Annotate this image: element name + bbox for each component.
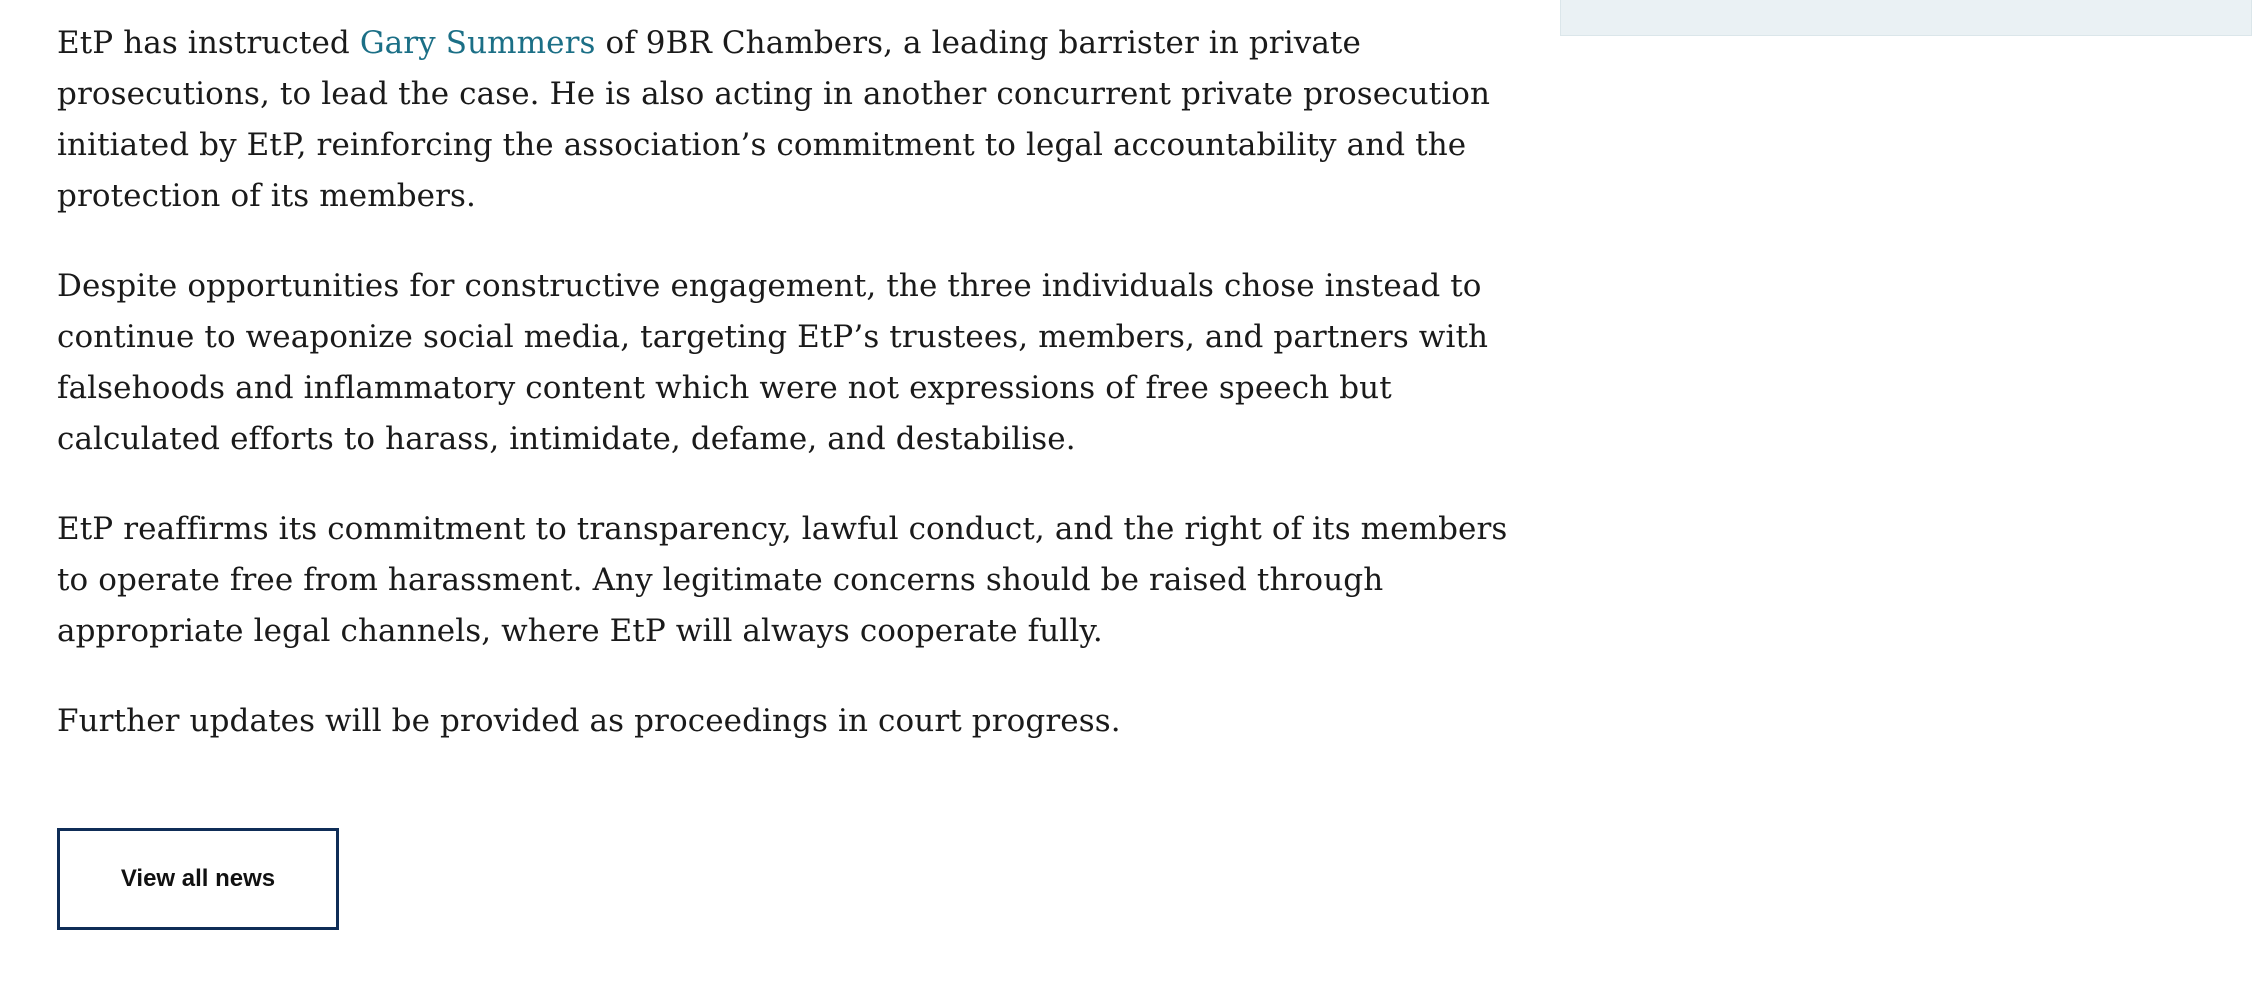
article-paragraph: Further updates will be provided as proceedings in court progress. [57, 703, 1121, 739]
article-paragraph [57, 18, 1517, 222]
paragraph-text: of 9BR Chambers, a leading barrister in private prosecutions, to lead the case. He is also acting in another concurrent private prosecution initiated by EtP, reinforcing the association’s commitment to legal accountability and the protection of its members. [57, 25, 1491, 214]
article-body [57, 18, 1517, 786]
article-paragraph: EtP reaffirms its commitment to transparency, lawful conduct, and the right of its members to operate free from harassment. Any legitimate concerns should be raised through appropriate legal channels, where EtP will always cooperate fully. [57, 511, 1508, 649]
sidebar-panel [1560, 0, 2252, 36]
gary-summers-link[interactable]: Gary Summers [359, 25, 596, 61]
paragraph-text: EtP has instructed [57, 25, 360, 61]
article-paragraph: Despite opportunities for constructive engagement, the three individuals chose instead to continue to weaponize social media, targeting EtP’s trustees, members, and partners with falsehoods and inflammatory content which were not expressions of free speech but calculated efforts to harass, intimidate, defame, and destabilise. [57, 268, 1489, 457]
view-all-news-button[interactable] [57, 828, 339, 930]
view-all-news-label: View all news [120, 865, 276, 892]
